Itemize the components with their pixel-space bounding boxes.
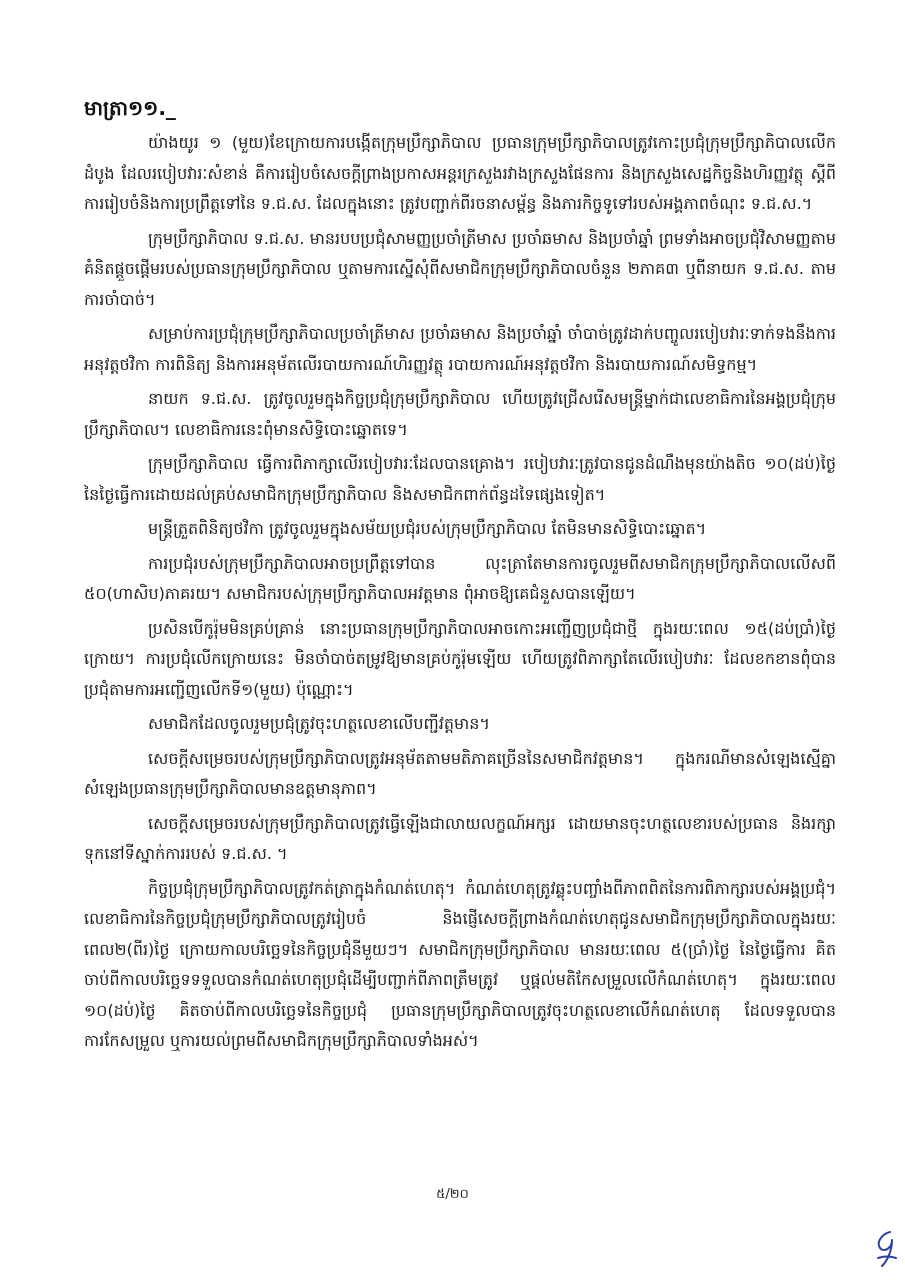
article-heading: មាត្រា១១._	[84, 96, 176, 120]
paragraph-3: សម្រាប់ការប្រជុំក្រុមប្រឹក្សាភិបាលប្រចាំត្រីមាស ប្រចាំឆមាស និងប្រចាំឆ្នាំ ចាំបាច់ត្រូវដាក់បញ្ចូលរបៀបវារៈទាក់ទងនឹងការអនុវត្តថវិកា ការពិនិត្យ និងការអនុម័តលើរបាយការណ៍ហិរញ្ញវត្ថុ របាយការណ៍អនុវត្តថវិកា និងរបាយការណ៍សមិទ្ធកម្ម។	[84, 324, 836, 374]
paragraph-11: សេចក្តីសម្រេចរបស់ក្រុមប្រឹក្សាភិបាលត្រូវធ្វើឡើងជាលាយលក្ខណ៍អក្សរ ដោយមានចុះហត្ថលេខារបស់ប្រធាន និងរក្សាទុកនៅទីស្នាក់ការរបស់ ទ.ជ.ស. ។	[84, 813, 836, 863]
handwritten-initial-icon	[868, 1228, 904, 1270]
paragraph-7: ការប្រជុំរបស់ក្រុមប្រឹក្សាភិបាលអាចប្រព្រឹត្តទៅបាន លុះត្រាតែមានការចូលរួមពីសមាជិកក្រុមប្រឹក្សាភិបាលលើសពី ៥០(ហាសិប)ភាគរយ។ សមាជិករបស់ក្រុមប្រឹក្សាភិបាលអវត្តមាន ពុំអាចឱ្យគេជំនួសបានឡើយ។	[84, 553, 836, 603]
page-number: ៥/២០	[436, 1187, 469, 1202]
paragraph-12: កិច្ចប្រជុំក្រុមប្រឹក្សាភិបាលត្រូវកត់ត្រាក្នុងកំណត់ហេតុ។ កំណត់ហេតុត្រូវឆ្លុះបញ្ចាំងពីភាពពិតនៃការពិភាក្សារបស់អង្គប្រជុំ។ លេខាធិការនៃកិច្ចប្រជុំក្រុមប្រឹក្សាភិបាលត្រូវរៀបចំ និងផ្ញើសេចក្តីព្រាងកំណត់ហេតុជូនសមាជិកក្រុមប្រឹក្សាភិបាលក្នុងរយៈពេល២(ពីរ)ថ្ងៃ ក្រោយកាលបរិច្ឆេទនៃកិច្ចប្រជុំនីមួយៗ។ សមាជិកក្រុមប្រឹក្សាភិបាល មានរយៈពេល ៥(ប្រាំ)ថ្ងៃ នៃថ្ងៃធ្វើការ គិតចាប់ពីកាលបរិច្ឆេទទទួលបានកំណត់ហេតុប្រជុំដើម្បីបញ្ជាក់ពីភាពត្រឹមត្រូវ ឬផ្តល់មតិកែសម្រួលលើកំណត់ហេតុ។ ក្នុងរយៈពេល ១០(ដប់)ថ្ងៃ គិតចាប់ពីកាលបរិច្ឆេទនៃកិច្ចប្រជុំ ប្រធានក្រុមប្រឹក្សាភិបាលត្រូវចុះហត្ថលេខាលើកំណត់ហេតុ ដែលទទួលបានការកែសម្រួល ឬការយល់ព្រមពីសមាជិកក្រុមប្រឹក្សាភិបាលទាំងអស់។	[84, 878, 836, 1050]
paragraph-2: ក្រុមប្រឹក្សាភិបាល ទ.ជ.ស. មានរបបប្រជុំសាមញ្ញប្រចាំត្រីមាស ប្រចាំឆមាស និងប្រចាំឆ្នាំ ព្រមទាំងអាចប្រជុំវិសាមញ្ញតាមគំនិតផ្តួចផ្តើមរបស់ប្រធានក្រុមប្រឹក្សាភិបាល ឬតាមការស្នើសុំពីសមាជិកក្រុមប្រឹក្សាភិបាលចំនួន ២ភាគ៣ ឬពីនាយក ទ.ជ.ស. តាមការចាំបាច់។	[84, 228, 837, 309]
paragraph-6: មន្ត្រីត្រួតពិនិត្យថវិកា ត្រូវចូលរួមក្នុងសម័យប្រជុំរបស់ក្រុមប្រឹក្សាភិបាល តែមិនមានសិទ្ធិបោះឆ្នោត។	[148, 519, 707, 538]
paragraph-5: ក្រុមប្រឹក្សាភិបាល ធ្វើការពិភាក្សាលើរបៀបវារៈដែលបានគ្រោង។ របៀបវារៈត្រូវបានជូនដំណឹងមុនយ៉ាងតិច ១០(ដប់)ថ្ងៃ នៃថ្ងៃធ្វើការដោយដល់គ្រប់សមាជិកក្រុមប្រឹក្សាភិបាល និងសមាជិកពាក់ព័ន្ធដទៃផ្សេងទៀត។	[84, 454, 836, 504]
paragraph-1: យ៉ាងយូរ ១ (មួយ)ខែក្រោយការបង្កើតក្រុមប្រឹក្សាភិបាល ប្រធានក្រុមប្រឹក្សាភិបាលត្រូវកោះប្រជុំក្រុមប្រឹក្សាភិបាលលើកដំបូង ដែលរបៀបវារៈសំខាន់ គឺការរៀបចំសេចក្តីព្រាងប្រកាសអន្តរក្រសួងរវាងក្រសួងផែនការ និងក្រសួងសេដ្ឋកិច្ចនិងហិរញ្ញវត្ថុ ស្តីពីការរៀបចំនិងការប្រព្រឹត្តទៅនៃ ទ.ជ.ស. ដែលក្នុងនោះ ត្រូវបញ្ជាក់ពីរចនាសម្ព័ន្ធ និងភារកិច្ចទូទៅរបស់អង្គភាពចំណុះ ទ.ជ.ស.។	[84, 133, 836, 213]
paragraph-10: សេចក្តីសម្រេចរបស់ក្រុមប្រឹក្សាភិបាលត្រូវអនុម័តតាមមតិភាគច្រើននៃសមាជិកវត្តមាន។ ក្នុងករណីមានសំឡេងស្មើគ្នា សំឡេងប្រធានក្រុមប្រឹក្សាភិបាលមានឧត្តមានុភាព។	[84, 748, 836, 798]
paragraph-8: ប្រសិនបើកូរ៉ុមមិនគ្រប់គ្រាន់ នោះប្រធានក្រុមប្រឹក្សាភិបាលអាចកោះអញ្ជើញប្រជុំជាថ្មី ក្នុងរយៈពេល ១៥(ដប់ប្រាំ)ថ្ងៃក្រោយ។ ការប្រជុំលើកក្រោយនេះ មិនចាំបាច់តម្រូវឱ្យមានគ្រប់កូរ៉ុមឡើយ ហើយត្រូវពិភាក្សាតែលើរបៀបវារៈ ដែលខកខានពុំបានប្រជុំតាមការអញ្ជើញលើកទី១(មួយ) ប៉ុណ្ណោះ។	[84, 618, 836, 699]
paragraph-4: នាយក ទ.ជ.ស. ត្រូវចូលរួមក្នុងកិច្ចប្រជុំក្រុមប្រឹក្សាភិបាល ហើយត្រូវជ្រើសរើសមន្ត្រីម្នាក់ជាលេខាធិការនៃអង្គប្រជុំក្រុមប្រឹក្សាភិបាល។ លេខាធិការនេះពុំមានសិទ្ធិបោះឆ្នោតទេ។	[84, 389, 836, 439]
article-body	[84, 90, 836, 1061]
paragraph-9: សមាជិកដែលចូលរួមប្រជុំត្រូវចុះហត្ថលេខាលើបញ្ជីវត្តមាន។	[148, 714, 490, 733]
